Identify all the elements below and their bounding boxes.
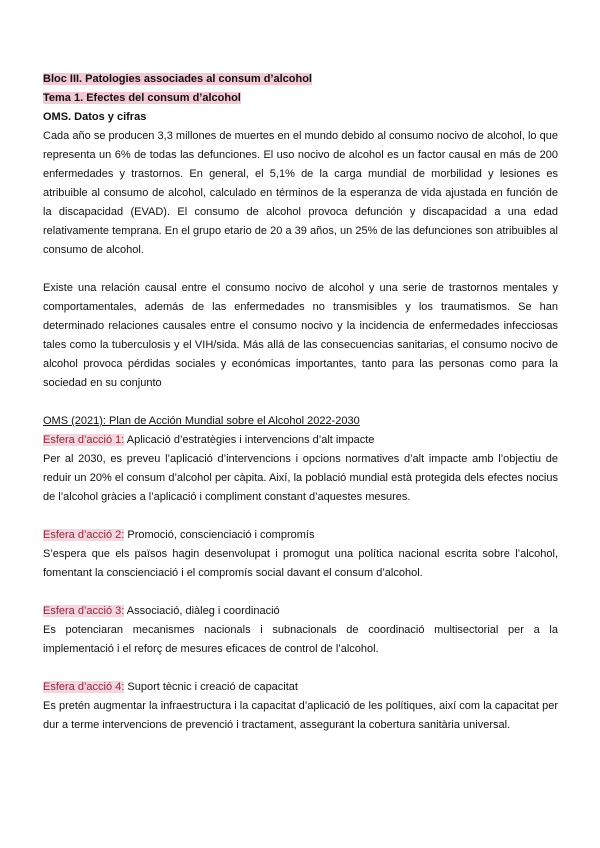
esfera-1 [43,431,558,507]
esfera-4 [43,678,558,735]
oms-heading: OMS. Datos y cifras [43,111,147,123]
paragraph-deaths: Cada año se producen 3,3 millones de muertes en el mundo debido al consumo nocivo de alcohol, lo que representa un 6% de todas las defunciones. El uso nocivo de alcohol es un factor causal en más de 200 enfermedades y trastornos. En general, el 5,1% de la carga mundial de morbilidad y lesiones es atribuible al consumo de alcohol, calculado en términos de la esperanza de vida ajustada en función de la discapacidad (EVAD). El consumo de alcohol provoca defunción y discapacidad a una edad relativamente temprana. En el grupo etario de 20 a 39 años, un 25% de las defunciones son atribuibles al consumo de alcohol. [43,130,558,256]
esfera-text: Es pretén augmentar la infraestructura i la capacitat d’aplicació de les polítiques, així com la capacitat per dur a terme intervencions de prevenció i tractament, assegurant la cobertura sanitària universal. [43,700,558,731]
spacer [43,507,558,526]
esfera-label: Esfera d’acció 3: [43,605,125,617]
esfera-heading [43,602,558,621]
paragraph-causal: Existe una relación causal entre el consumo nocivo de alcohol y una serie de trastornos mentales y comportamentales, además de las enfermedades no transmisibles y los traumatismos. Se han determinado relaciones causales entre el consumo nocivo y la incidencia de enfermedades infecciosas tales como la tuberculosis y el VIH/sida. Más allá de las consecuencias sanitarias, el consumo nocivo de alcohol provoca pérdidas sociales y económicas importantes, tanto para las personas como para la sociedad en su conjunto [43,282,558,389]
esfera-label: Esfera d’acció 2: [43,529,125,541]
esfera-heading [43,431,558,450]
spacer [43,659,558,678]
plan-title: OMS (2021): Plan de Acción Mundial sobre el Alcohol 2022-2030 [43,415,360,427]
spacer [43,260,558,279]
document-page [43,70,558,735]
esfera-text: Es potenciaran mecanismes nacionals i subnacionals de coordinació multisectorial per a la implementació i el reforç de mesures eficaces de control de l’alcohol. [43,624,558,655]
esfera-2 [43,526,558,583]
spacer [43,583,558,602]
esfera-title: Aplicació d’estratègies i intervencions d’alt impacte [124,434,375,446]
esfera-heading [43,526,558,545]
esfera-title: Associació, diàleg i coordinació [124,605,280,617]
tema-heading: Tema 1. Efectes del consum d’alcohol [43,92,241,104]
esfera-text: S’espera que els països hagin desenvolupat i promogut una política nacional escrita sobre l’alcohol, fomentant la conscienciació i el compromís social davant el consum d’alcohol. [43,548,558,579]
esfera-label: Esfera d’acció 1: [43,434,125,446]
esfera-label: Esfera d’acció 4: [43,681,125,693]
esfera-title: Promoció, conscienciació i compromís [124,529,315,541]
esfera-title: Suport tècnic i creació de capacitat [124,681,298,693]
esfera-heading [43,678,558,697]
esfera-text: Per al 2030, es preveu l’aplicació d’intervencions i opcions normatives d’alt impacte amb l’objectiu de reduir un 20% el consum d’alcohol per càpita. Així, la població mundial està protegida dels efectes nocius de l’alcohol gràcies a l’aplicació i compliment constant d’aquestes mesures. [43,453,558,503]
esfera-3 [43,602,558,659]
bloc-heading: Bloc III. Patologies associades al consum d’alcohol [43,73,312,85]
spacer [43,393,558,412]
